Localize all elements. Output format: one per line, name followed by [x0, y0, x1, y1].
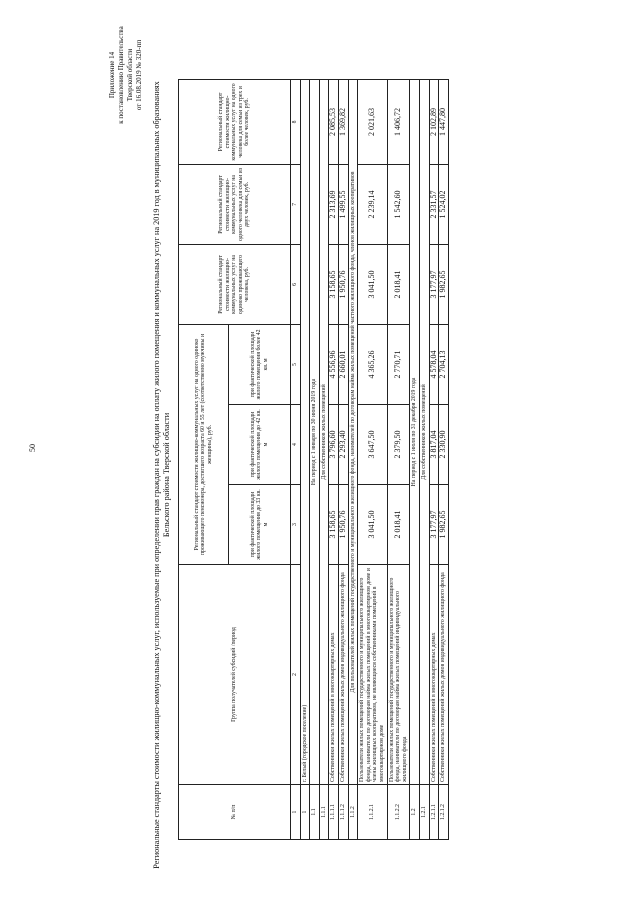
row-label: Собственники жилых помещений жилых домов индивидуального жилищного фонда	[439, 565, 449, 785]
table-row	[387, 79, 410, 839]
row-label: Собственники жилых помещений в многоквартирных домах	[329, 565, 339, 785]
value-cell: 1 406,72	[387, 79, 410, 164]
value-cell: 1 369,82	[338, 79, 348, 164]
value-cell: 3 158,65	[329, 244, 339, 324]
appendix-line: Тверской области	[126, 48, 134, 102]
row-number: 1.2.1	[419, 785, 429, 840]
value-cell: 3 817,04	[429, 405, 439, 485]
value-cell: 2 293,40	[338, 405, 348, 485]
value-cell: 2 085,53	[329, 79, 339, 164]
row-number: 1.1.1.1	[329, 785, 339, 840]
header-group: Группа получателей субсидий /период	[179, 565, 291, 785]
value-cell: 4 578,04	[429, 324, 439, 404]
value-cell: 1 499,55	[338, 164, 348, 244]
row-number: 1.1	[310, 785, 320, 840]
value-cell: 2 660,01	[338, 324, 348, 404]
appendix-line: от 16.08.2019 № 320-пп	[135, 39, 143, 111]
column-number: 7	[291, 164, 301, 244]
row-label: Собственники жилых помещений жилых домов индивидуального жилищного фонда	[338, 565, 348, 785]
value-cell: 2 704,13	[439, 324, 449, 404]
period-label: На период с 1 июля по 31 декабря 2019 года	[410, 79, 420, 784]
value-cell: 1 447,80	[439, 79, 449, 164]
value-cell: 2 018,41	[387, 485, 410, 565]
settlement-label: г. Белый (городское поселение)	[300, 79, 310, 784]
value-cell: 2 379,50	[387, 405, 410, 485]
row-number: 1.1.1.2	[338, 785, 348, 840]
header-area-33: при фактической площади жилого помещения до 33 кв. м	[229, 485, 291, 565]
header-row	[179, 79, 229, 839]
value-cell: 2 330,90	[439, 405, 449, 485]
value-cell: 2 331,57	[429, 164, 439, 244]
section-label: Для собственников жилых помещений	[419, 79, 429, 784]
value-cell: 2 102,89	[429, 79, 439, 164]
row-number: 1.2.1.1	[429, 785, 439, 840]
column-number: 4	[291, 405, 301, 485]
row-number: 1.1.1	[319, 785, 329, 840]
table-row	[348, 79, 358, 839]
appendix-line: к постановлению Правительства	[117, 26, 125, 124]
value-cell: 1 950,76	[338, 244, 348, 324]
table-row	[300, 79, 310, 839]
row-number: 1.1.2.2	[387, 785, 410, 840]
header-area-42: при фактической площади жилого помещения до 42 кв. м	[229, 405, 291, 485]
value-cell: 1 950,76	[338, 485, 348, 565]
header-single: Региональный стандарт стоимости жилищно-коммунальных услуг на одиноко проживающего человека, руб.	[179, 244, 291, 324]
column-number: 5	[291, 324, 301, 404]
header-two: Региональный стандарт стоимости жилищно-коммунальных услуг на одного человека для семьи из двух человек, руб.	[179, 164, 291, 244]
header-num: № п/п	[179, 785, 291, 840]
value-cell: 2 770,71	[387, 324, 410, 404]
row-number: 1.2.1.2	[439, 785, 449, 840]
row-number: 1	[300, 785, 310, 840]
column-number: 2	[291, 565, 301, 785]
value-cell: 3 796,60	[329, 405, 339, 485]
table-row	[358, 79, 387, 839]
column-number: 3	[291, 485, 301, 565]
value-cell: 2 313,69	[329, 164, 339, 244]
value-cell: 3 158,65	[329, 485, 339, 565]
value-cell: 4 556,96	[329, 324, 339, 404]
value-cell: 3 041,50	[358, 244, 387, 324]
header-three: Региональный стандарт стоимости жилищно-коммунальных услуг на одного человека для семьи из трех и более человек, руб.	[179, 79, 291, 164]
appendix-note	[108, 15, 144, 135]
value-cell: 1 542,60	[387, 164, 410, 244]
table-row	[439, 79, 449, 839]
column-number: 8	[291, 79, 301, 164]
row-label: Пользователи жилых помещений государственного и муниципального жилищного фонда, наниматели по договорам найма жилых помещений индивидуального жилищного фонда	[387, 565, 410, 785]
section-label: Для пользователей жилых помещений государственного и муниципального жилищного фонда, нанимателей по договорам найма жилых помещений частного жилищного фонда, членов жилищных кооперативов	[348, 79, 358, 784]
document-title: Региональные стандарты стоимости жилищно-коммунальных услуг, используемые при определении прав граждан на субсидии на оплату жилого помещения и коммунальных услуг на 2019 год в муниципальных образованиях Бельского района Тверской области	[152, 81, 171, 869]
column-number-row	[291, 79, 301, 839]
row-number: 1.2	[410, 785, 420, 840]
row-number: 1.1.2	[348, 785, 358, 840]
header-area-more42: при фактической площади жилого помещения более 42 кв. м	[229, 324, 291, 404]
table-row	[419, 79, 429, 839]
section-label: Для собственников жилых помещений	[319, 79, 329, 784]
value-cell: 1 982,65	[439, 485, 449, 565]
value-cell: 3 177,97	[429, 244, 439, 324]
header-pensioner: Региональный стандарт стоимости жилищно-коммунальных услуг на одного одиноко проживающего пенсионера, достигшего возраста 60 и 55 лет (соответственно мужчины и женщины), руб.	[179, 324, 229, 564]
standards-table	[178, 79, 449, 840]
appendix-line: Приложение 14	[108, 51, 116, 99]
value-cell: 1 982,65	[439, 244, 449, 324]
table-row	[310, 79, 320, 839]
period-label: На период с 1 января по 30 июня 2019 года	[310, 79, 320, 784]
value-cell: 3 647,50	[358, 405, 387, 485]
value-cell: 4 365,26	[358, 324, 387, 404]
table-row	[338, 79, 348, 839]
row-number: 1.1.2.1	[358, 785, 387, 840]
column-number: 6	[291, 244, 301, 324]
value-cell: 3 041,50	[358, 485, 387, 565]
row-label: Собственники жилых помещений в многоквартирных домах	[429, 565, 439, 785]
row-label: Пользователи жилых помещений государственного и муниципального жилищного фонда, наниматели по договорам найма жилых помещений в многоквартирном доме и члены жилищных кооперативов, не являющиеся собственниками помещений в многоквартирном доме	[358, 565, 387, 785]
table-row	[410, 79, 420, 839]
value-cell: 2 021,63	[358, 79, 387, 164]
value-cell: 3 177,97	[429, 485, 439, 565]
value-cell: 2 018,41	[387, 244, 410, 324]
value-cell: 2 239,14	[358, 164, 387, 244]
page-number: 50	[28, 444, 37, 452]
column-number: 1	[291, 785, 301, 840]
value-cell: 1 524,02	[439, 164, 449, 244]
